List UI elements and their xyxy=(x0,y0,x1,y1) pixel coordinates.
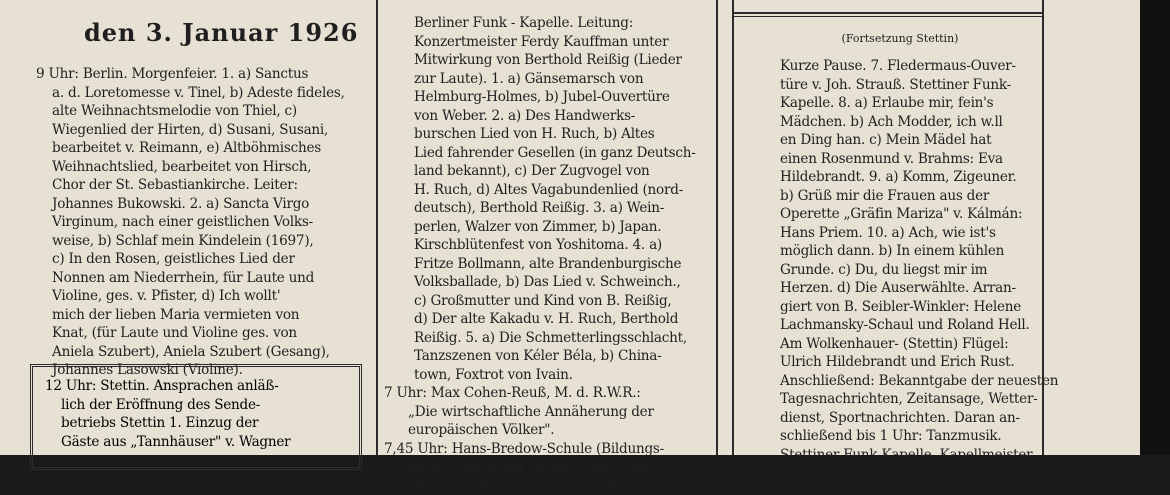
continuation-note: (Fortsetzung Stettin) xyxy=(760,32,1040,45)
text-line: Berliner Funk - Kapelle. Leitung: xyxy=(384,14,714,33)
text-line: burschen Lied von H. Ruch, b) Altes xyxy=(384,125,714,144)
text-line: Wiegenlied der Hirten, d) Susani, Susani, xyxy=(36,121,372,140)
text-line: Dr. James Simon: „Die neuzeitliche xyxy=(384,477,714,495)
text-line: alte Weihnachtsmelodie von Thiel, c) xyxy=(36,102,372,121)
text-line: betriebs Stettin 1. Einzug der xyxy=(45,414,359,433)
text-line: d) Der alte Kakadu v. H. Ruch, Berthold xyxy=(384,310,714,329)
text-line: Virginum, nach einer geistlichen Volks- xyxy=(36,213,372,232)
text-line: Mädchen. b) Ach Modder, ich w.ll xyxy=(760,113,1040,132)
column-1 xyxy=(36,18,372,380)
text-line: dienst, Sportnachrichten. Daran an- xyxy=(760,409,1040,428)
text-line: Hans Priem. 10. a) Ach, wie ist's xyxy=(760,224,1040,243)
stettin-box xyxy=(30,364,362,470)
text-line: giert von B. Seibler-Winkler: Helene xyxy=(760,298,1040,317)
text-line: H. Scheibenhofer. xyxy=(760,464,1040,483)
text-line: Aniela Szubert), Aniela Szubert (Gesang), xyxy=(36,343,372,362)
text-line: lich der Eröffnung des Sende- xyxy=(45,396,359,415)
text-line: Kirschblütenfest von Yoshitoma. 4. a) xyxy=(384,236,714,255)
text-line: Knat, (für Laute und Violine ges. von xyxy=(36,324,372,343)
text-line: zur Laute). 1. a) Gänsemarsch von xyxy=(384,70,714,89)
text-line: Ulrich Hildebrandt und Erich Rust. xyxy=(760,353,1040,372)
text-line: Violine, ges. v. Pfister, d) Ich wollt' xyxy=(36,287,372,306)
text-line: Anschließend: Bekanntgabe der neuesten xyxy=(760,372,1040,391)
text-line: Johannes Bukowski. 2. a) Sancta Virgo xyxy=(36,195,372,214)
text-line: Kapelle. 8. a) Erlaube mir, fein's xyxy=(760,94,1040,113)
text-line: land bekannt), c) Der Zugvogel von xyxy=(384,162,714,181)
text-line: Hildebrandt. 9. a) Komm, Zigeuner. xyxy=(760,168,1040,187)
text-line: von Weber. 2. a) Des Handwerks- xyxy=(384,107,714,126)
text-line: Grunde. c) Du, du liegst mir im xyxy=(760,261,1040,280)
text-line: kurse), Abteilung Musikwissenschaft. xyxy=(384,458,714,477)
text-line: Am Wolkenhauer- (Stettin) Flügel: xyxy=(760,335,1040,354)
text-line: mich der lieben Maria vermieten von xyxy=(36,306,372,325)
text-line: Johannes Lasowski (Violine). xyxy=(36,361,372,380)
text-line: Mitwirkung von Berthold Reißig (Lieder xyxy=(384,51,714,70)
text-line: Operette „Gräfin Mariza" v. Kálmán: xyxy=(760,205,1040,224)
text-line: 7,45 Uhr: Hans-Bredow-Schule (Bildungs- xyxy=(384,440,714,459)
date-heading: den 3. Januar 1926 xyxy=(84,18,372,47)
text-line: Gäste aus „Tannhäuser" v. Wagner xyxy=(45,433,359,452)
text-line: 7 Uhr: Max Cohen-Reuß, M. d. R.W.R.: xyxy=(384,384,714,403)
text-line: Weihnachtslied, bearbeitet von Hirsch, xyxy=(36,158,372,177)
text-line: schließend bis 1 Uhr: Tanzmusik. xyxy=(760,427,1040,446)
text-line: en Ding han. c) Mein Mädel hat xyxy=(760,131,1040,150)
top-rule xyxy=(734,12,1042,14)
text-line: H. Ruch, d) Altes Vagabundenlied (nord- xyxy=(384,181,714,200)
text-line: Reißig. 5. a) Die Schmetterlingsschlacht, xyxy=(384,329,714,348)
column-3 xyxy=(760,32,1040,483)
text-line: 12 Uhr: Stettin. Ansprachen anläß- xyxy=(45,377,359,396)
text-line: „Die wirtschaftliche Annäherung der xyxy=(384,403,714,422)
text-line: Herzen. d) Die Auserwählte. Arran- xyxy=(760,279,1040,298)
text-line: deutsch), Berthold Reißig. 3. a) Wein- xyxy=(384,199,714,218)
text-line: Kurze Pause. 7. Fledermaus-Ouver- xyxy=(760,57,1040,76)
dark-background-edge xyxy=(1140,0,1170,455)
text-line: Stettiner Funk-Kapelle. Kapellmeister xyxy=(760,446,1040,465)
text-line: bearbeitet v. Reimann, e) Altböhmisches xyxy=(36,139,372,158)
text-line: Chor der St. Sebastiankirche. Leiter: xyxy=(36,176,372,195)
text-line: c) In den Rosen, geistliches Lied der xyxy=(36,250,372,269)
text-line: town, Foxtrot von Ivain. xyxy=(384,366,714,385)
text-line: türe v. Joh. Strauß. Stettiner Funk- xyxy=(760,76,1040,95)
text-line: Volksballade, b) Das Lied v. Schweinch., xyxy=(384,273,714,292)
column-2 xyxy=(384,14,714,495)
morning-program xyxy=(36,65,372,380)
text-line: Konzertmeister Ferdy Kauffman unter xyxy=(384,33,714,52)
text-line: perlen, Walzer von Zimmer, b) Japan. xyxy=(384,218,714,237)
text-line: einen Rosenmund v. Brahms: Eva xyxy=(760,150,1040,169)
text-line: Tanzszenen von Kéler Béla, b) China- xyxy=(384,347,714,366)
column-rule-middle-b xyxy=(732,0,734,455)
text-line: a. d. Loretomesse v. Tinel, b) Adeste fideles, xyxy=(36,84,372,103)
column-rule-middle-a xyxy=(716,0,718,455)
text-line: c) Großmutter und Kind von B. Reißig, xyxy=(384,292,714,311)
text-line: Lied fahrender Gesellen (in ganz Deutsch- xyxy=(384,144,714,163)
text-line: 9 Uhr: Berlin. Morgenfeier. 1. a) Sanctus xyxy=(36,65,372,84)
text-line: Nonnen am Niederrhein, für Laute und xyxy=(36,269,372,288)
text-line: europäischen Völker". xyxy=(384,421,714,440)
text-line: weise, b) Schlaf mein Kindelein (1697), xyxy=(36,232,372,251)
column-rule-left xyxy=(376,0,378,455)
top-rule-2 xyxy=(734,16,1042,17)
text-line: Tagesnachrichten, Zeitansage, Wetter- xyxy=(760,390,1040,409)
text-line: Fritze Bollmann, alte Brandenburgische xyxy=(384,255,714,274)
text-line: b) Grüß mir die Frauen aus der xyxy=(760,187,1040,206)
text-line: Lachmansky-Schaul und Roland Hell. xyxy=(760,316,1040,335)
text-line: möglich dann. b) In einem kühlen xyxy=(760,242,1040,261)
text-line: Helmburg-Holmes, b) Jubel-Ouvertüre xyxy=(384,88,714,107)
